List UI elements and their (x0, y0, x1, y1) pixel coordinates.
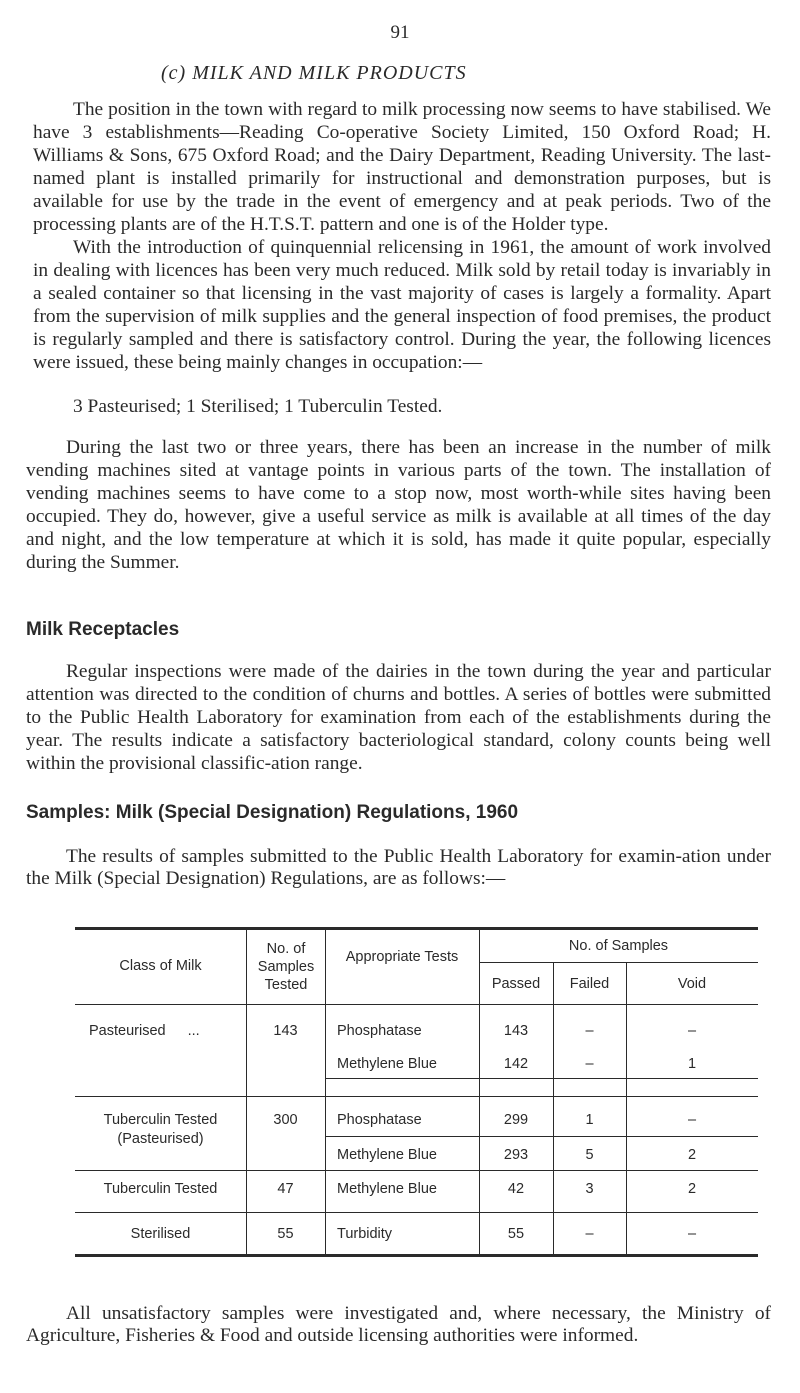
table-subheader-rule (479, 962, 758, 963)
licences-issued: 3 Pasteurised; 1 Sterilised; 1 Tuberculin Tested. (73, 396, 443, 417)
header-class: Class of Milk (119, 958, 202, 974)
table-col-rule (325, 930, 326, 1254)
table-cell-test: Phosphatase (337, 1112, 422, 1128)
table-cell-passed: 299 (503, 1112, 529, 1128)
table-row-rule (75, 1096, 758, 1097)
table-cell-test: Turbidity (337, 1226, 393, 1242)
table-top-rule (75, 927, 758, 930)
table-cell-void: – (687, 1226, 697, 1242)
table-cell-failed: 1 (585, 1112, 594, 1128)
table-cell-test: Methylene Blue (337, 1181, 437, 1197)
relicensing-paragraph: With the introduction of quinquennial relicensing in 1961, the amount of work involved in dealing with licences has been very much reduced. Milk sold by retail today is invariably in a sealed container so that licensing in the vast majority of cases is largely a formality. Apart from the supervision of milk supplies and the general inspection of food premises, the product is regularly sampled and there is satisfactory control. During the year, the following licences were issued, these being mainly changes in occupation:— (33, 237, 771, 373)
table-cell-failed: 5 (585, 1147, 594, 1163)
table-cell-class-sub: (Pasteurised) (117, 1131, 204, 1147)
header-no-of-samples: No. of Samples (568, 938, 669, 954)
table-cell-class: Tuberculin Tested (103, 1112, 218, 1128)
table-cell-class: Tuberculin Tested (103, 1181, 218, 1197)
table-row-rule (75, 1212, 758, 1213)
table-cell-passed: 42 (507, 1181, 525, 1197)
header-tests: Appropriate Tests (345, 949, 459, 965)
table-cell-void: – (687, 1023, 697, 1039)
table-bottom-rule (75, 1254, 758, 1257)
receptacles-heading: Milk Receptacles (26, 619, 180, 640)
table-cell-failed: – (585, 1226, 594, 1242)
page-number: 91 (390, 22, 410, 43)
table-cell-failed: 3 (585, 1181, 594, 1197)
table-row-rule (75, 1170, 758, 1171)
table-row-rule (325, 1078, 758, 1079)
table-cell-failed: – (585, 1023, 594, 1039)
table-cell-failed: – (585, 1056, 594, 1072)
closing-paragraph: All unsatisfactory samples were investigated and, where necessary, the Ministry of Agriculture, Fisheries & Food and outside licensing authorities were informed. (26, 1303, 771, 1346)
intro-paragraph: The position in the town with regard to milk processing now seems to have stabilised. We have 3 establishments—Reading Co-operative Society Limited, 150 Oxford Road; H. Williams & Sons, 675 Oxford Road; and the Dairy Department, Reading University. The last-named plant is installed primarily for instructional and demonstration purposes, but is available for use by the trade in the event of emergency and at peak periods. Two of the processing plants are of the H.T.S.T. pattern and one is of the Holder type. (33, 99, 771, 235)
header-samples-tested: No. of Samples Tested (257, 941, 315, 993)
table-row-rule (325, 1136, 758, 1137)
receptacles-paragraph: Regular inspections were made of the dairies in the town during the year and particular attention was directed to the condition of churns and bottles. A series of bottles were submitted to the Public Health Laboratory for examination from each of the establishments during the year. The results indicate a satisfactory bacteriological standard, colony counts being well within the provisional classific-ation range. (26, 661, 771, 774)
samples-heading: Samples: Milk (Special Designation) Regulations, 1960 (26, 802, 519, 823)
table-cell-class (89, 1022, 200, 1040)
table-cell-passed: 293 (503, 1147, 529, 1163)
section-heading: (c) MILK AND MILK PRODUCTS (161, 62, 467, 84)
table-cell-passed: 143 (503, 1023, 529, 1039)
table-cell-void: 2 (687, 1181, 697, 1197)
vending-paragraph: During the last two or three years, there has been an increase in the number of milk vending machines sited at vantage points in various parts of the town. The installation of vending machines seems to have come to a stop now, most worth-while sites having been occupied. They do, however, give a useful service as milk is available at all times of the day and night, and the low temperature at which it is sold, has made it quite popular, especially during the Summer. (26, 437, 771, 573)
header-void: Void (677, 976, 707, 992)
table-cell-test: Phosphatase (337, 1023, 422, 1039)
leader-dots: ... (187, 1023, 200, 1039)
table-cell-passed: 55 (507, 1226, 525, 1242)
table-cell-tested: 300 (273, 1112, 298, 1128)
table-col-rule (553, 963, 554, 1254)
results-table (75, 927, 758, 1257)
table-col-rule (626, 963, 627, 1254)
table-cell-void: 1 (687, 1056, 697, 1072)
table-header-rule (75, 1004, 758, 1005)
class-label: Pasteurised (89, 1023, 166, 1039)
table-cell-tested: 47 (277, 1181, 294, 1197)
table-cell-tested: 143 (273, 1023, 298, 1039)
samples-intro-paragraph: The results of samples submitted to the Public Health Laboratory for examin-ation under the Milk (Special Designation) Regulations, are as follows:— (26, 846, 771, 889)
table-cell-test: Methylene Blue (337, 1056, 437, 1072)
table-cell-passed: 142 (503, 1056, 529, 1072)
table-cell-tested: 55 (277, 1226, 294, 1242)
table-cell-class: Sterilised (130, 1226, 191, 1242)
header-failed: Failed (569, 976, 610, 992)
table-cell-void: 2 (687, 1147, 697, 1163)
table-cell-void: – (687, 1112, 697, 1128)
table-cell-test: Methylene Blue (337, 1147, 437, 1163)
header-passed: Passed (491, 976, 541, 992)
table-col-rule (246, 930, 247, 1254)
